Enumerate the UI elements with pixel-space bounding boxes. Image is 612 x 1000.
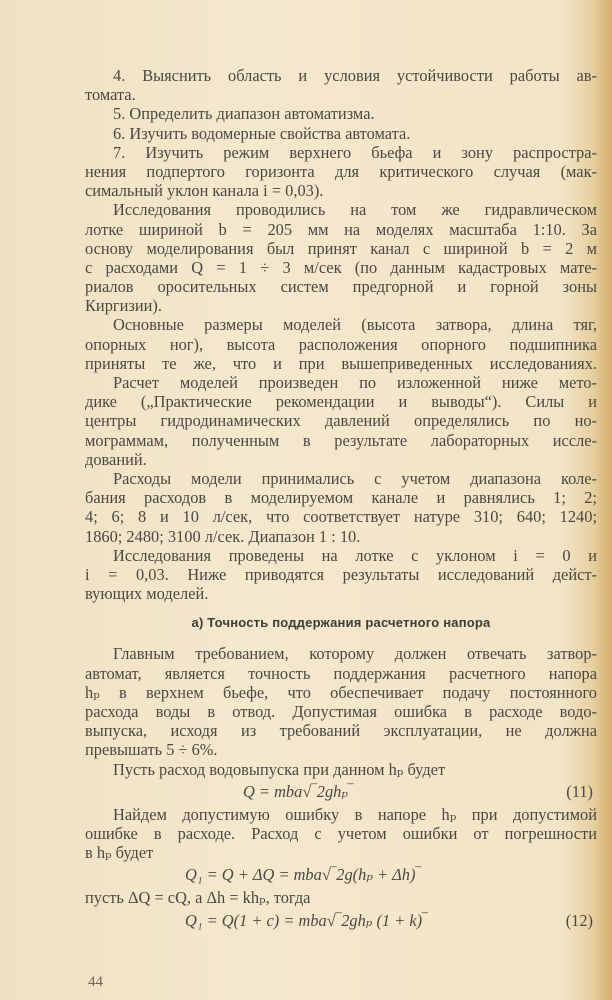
text-line: i = 0,03. Ниже приводятся результаты исследований дейст-: [85, 564, 597, 584]
text-line: центры гидродинамических давлений определялись по но-: [85, 411, 597, 431]
text-line: Исследования проведены на лотке с уклоном i = 0 и: [113, 545, 597, 565]
text-line: пусть ΔQ = cQ, а Δh = khₚ, тогда: [85, 888, 311, 908]
formula: [85, 908, 597, 934]
text-line: мограммам, полученным в результате лабораторных иссле-: [85, 430, 597, 450]
formula-expression: Q₁ = Q + ΔQ = mba√‾2g(hₚ + Δh)‾: [185, 865, 421, 885]
text-line: Расчет моделей произведен по изложенной ниже мето-: [113, 373, 597, 392]
text-line: автомат, является точность поддержания расчетного напора: [85, 663, 597, 683]
text-line: hₚ в верхнем бьефе, что обеспечивает подачу постоянного: [85, 682, 597, 702]
text-line: с расходами Q = 1 ÷ 3 м/сек (по данным кадастровых мате-: [85, 257, 597, 277]
text-line: выпуска, исходя из требований эксплуатации, не должна: [85, 721, 597, 741]
text-line: Расходы модели принимались с учетом диапазона коле-: [113, 468, 597, 488]
text-line: дике („Практические рекомендации и выводы“). Силы и: [85, 392, 597, 412]
text-line: 4. Выяснить область и условия устойчивости работы ав-: [113, 66, 597, 85]
text-line: 1860; 2480; 3100 л/сек. Диапазон 1 : 10.: [85, 526, 361, 546]
text-line: Пусть расход водовыпуска при данном hₚ будет: [113, 759, 446, 779]
text-line: опорных ног), высота расположения опорного подшипника: [85, 334, 597, 354]
document-page-body: [85, 66, 597, 934]
text-line: 7. Изучить режим верхнего бьефа и зону распростра-: [113, 142, 597, 162]
text-line: приняты те же, что и при вышеприведенных исследованиях.: [85, 353, 597, 373]
text-line: вующих моделей.: [85, 584, 209, 604]
text-line: риалов оросительных систем предгорной и горной зоны: [85, 277, 597, 297]
text-line: 4; 6; 8 и 10 л/сек, что соответствует натуре 310; 640; 1240;: [85, 507, 597, 527]
text-line: ошибке в расходе. Расход с учетом ошибки от погрешности: [85, 823, 597, 843]
text-line: основу моделирования был принят канал с шириной b = 2 м: [85, 238, 597, 258]
text-line: томата.: [85, 85, 136, 105]
formula: [85, 779, 597, 805]
formula-expression: Q₁ = Q(1 + c) = mba√‾2ghₚ (1 + k)‾: [185, 910, 428, 930]
text-line: расхода воды в отвод. Допустимая ошибка в расходе водо-: [85, 702, 597, 722]
text-line: Найдем допустимую ошибку в напоре hₚ при допустимой: [113, 804, 597, 824]
text-line: дований.: [85, 449, 147, 469]
text-line: 6. Изучить водомерные свойства автомата.: [113, 123, 411, 143]
text-line: Главным требованием, которому должен отвечать затвор-: [113, 644, 597, 664]
text-line: нения подпертого горизонта для критического случая (мак-: [85, 161, 597, 181]
section-heading: а) Точность поддержания расчетного напора: [191, 615, 491, 631]
text-line: Киргизии).: [85, 296, 162, 316]
equation-number: (12): [565, 910, 593, 930]
text-line: в hₚ будет: [85, 843, 154, 863]
text-line: Исследования проводились на том же гидравлическом: [113, 200, 597, 220]
text-line: Основные размеры моделей (высота затвора, длина тяг,: [113, 315, 597, 335]
equation-number: (11): [566, 781, 593, 801]
text-line: симальный уклон канала i = 0,03).: [85, 181, 324, 201]
text-line: превышать 5 ÷ 6%.: [85, 740, 218, 760]
formula-expression: Q = mba√‾2ghₚ‾: [243, 781, 354, 801]
text-line: лотке шириной b = 205 мм на моделях масштаба 1:10. За: [85, 219, 597, 239]
formula: [85, 862, 597, 888]
text-line: 5. Определить диапазон автоматизма.: [113, 104, 375, 124]
page-number: 44: [88, 974, 103, 990]
text-line: бания расходов в моделируемом канале и равнялись 1; 2;: [85, 488, 597, 508]
